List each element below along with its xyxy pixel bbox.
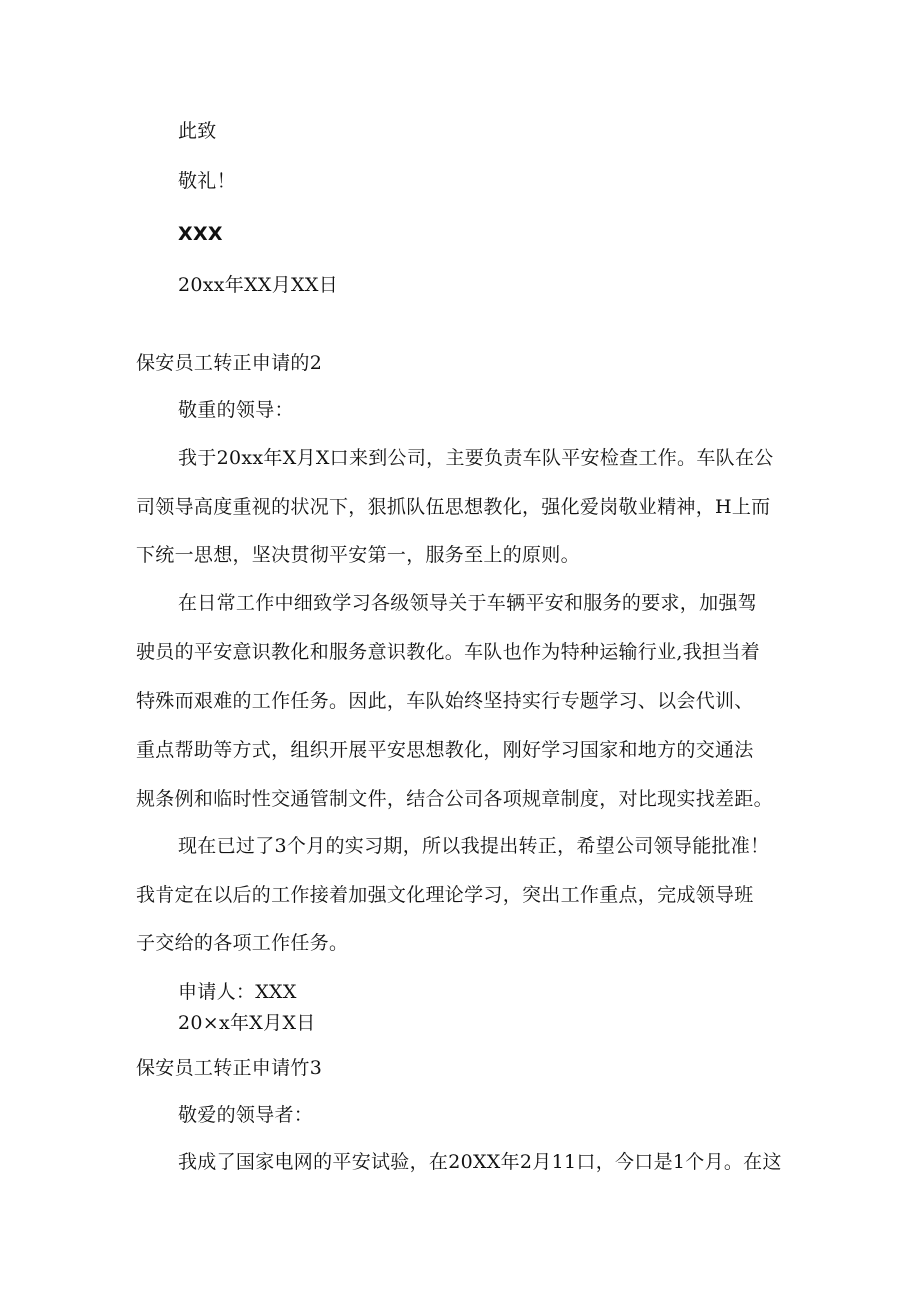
letter2-p2-line4: 重点帮助等方式，组织开展平安思想教化，刚好学习国家和地方的交通法	[136, 739, 754, 761]
letter3-title: 保安员工转正申请竹3	[136, 1057, 323, 1079]
letter2-p2-line5: 规条例和临时性交通管制文件，结合公司各项规章制度，对比现实找差距。	[136, 788, 773, 810]
closing-signer: XXX	[178, 223, 223, 245]
letter2-title: 保安员工转正申请的2	[136, 352, 323, 374]
letter2-p2-line2: 驶员的平安意识教化和服务意识教化。车队也作为特种运输行业,我担当着	[136, 641, 760, 663]
letter2-p3-line1: 现在已过了3个月的实习期，所以我提出转正，希望公司领导能批准！	[178, 835, 770, 857]
letter2-applicant: 申请人：XXX	[178, 981, 297, 1003]
letter2-p3-line3: 子交给的各项工作任务。	[136, 932, 349, 954]
letter2-p3-line2: 我肯定在以后的工作接着加强文化理论学习，突出工作重点，完成领导班	[136, 884, 754, 906]
letter3-greeting: 敬爱的领导者：	[178, 1104, 314, 1126]
closing-salutation: 此致	[178, 120, 217, 142]
closing-date: 20xx年XX月XX日	[178, 274, 339, 296]
letter2-date: 20×x年X月X日	[178, 1012, 316, 1034]
letter2-p2-line1: 在日常工作中细致学习各级领导关于车辆平安和服务的要求，加强驾	[178, 592, 758, 614]
letter2-p1-line1: 我于20xx年X月X口来到公司，主要负责车队平安检查工作。车队在公	[178, 447, 774, 469]
letter3-p1-line1: 我成了国家电网的平安试验，在20XX年2月11口，今口是1个月。在这	[178, 1151, 782, 1173]
letter2-p2-line3: 特殊而艰难的工作任务。因此，车队始终坚持实行专题学习、以会代训、	[136, 690, 754, 712]
letter2-p1-line3: 下统一思想，坚决贯彻平安第一，服务至上的原则。	[136, 544, 580, 566]
closing-regards: 敬礼！	[178, 170, 236, 192]
letter2-p1-line2: 司领导高度重视的状况下，狠抓队伍思想教化，强化爱岗敬业精神，H上而	[136, 496, 771, 518]
letter2-greeting: 敬重的领导：	[178, 399, 294, 421]
